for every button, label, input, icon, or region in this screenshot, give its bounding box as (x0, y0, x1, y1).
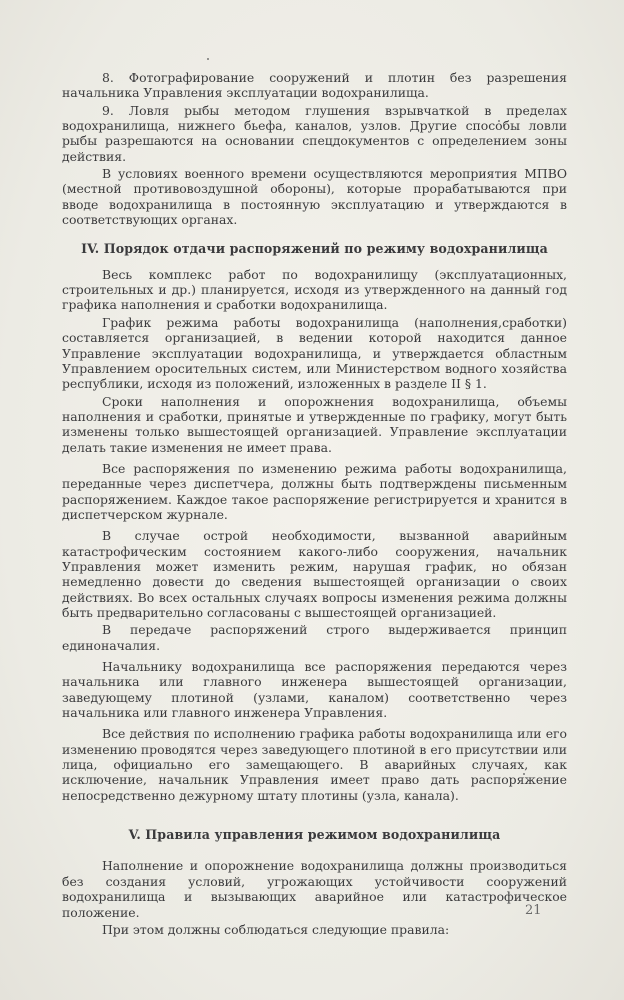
paragraph-wartime: В условиях военного времени осуществляются мероприятия МПВО (местной противовоздушной обороны), которые прорабатываются при вводе водохранилища в постоянную эксплуатацию и утверждаются в соответствующих органах. (62, 166, 567, 228)
section-4-heading: IV. Порядок отдачи распоряжений по режиму водохранилища (81, 241, 548, 257)
body-text (62, 70, 567, 939)
section-4-paragraph: В случае острой необходимости, вызванной аварийным катастрофическим состоянием какого-либо сооружения, начальник Управления может изменить режим, нарушая график, но обязан немедленно довести до сведения вышестоящей организации о своих действиях. Во всех остальных случаях вопросы изменения режима должны быть предварительно согласованы с вышестоящей организацией. (62, 528, 567, 620)
paragraph-item-9: 9. Ловля рыбы методом глушения взрывчаткой в пределах водохранилища, нижнего бьефа, каналов, узлов. Другие способы ловли рыбы разрешаются на основании спецдокументов с определением зоны действия. (62, 102, 567, 164)
paragraph-item-8: 8. Фотографирование сооружений и плотин без разрешения начальника Управления эксплуатации водохранилища. (62, 70, 567, 101)
section-5-heading: V. Правила управления режимом водохранилища (128, 827, 501, 843)
section-4-paragraph: В передаче распоряжений строго выдерживается принцип единоначалия. (62, 622, 567, 653)
page-number: 21 (525, 903, 542, 918)
section-4-paragraph: Сроки наполнения и опорожнения водохранилища, объемы наполнения и сработки, принятые и утвержденные по графику, могут быть изменены только вышестоящей организацией. Управление эксплуатации делать такие изменения не имеет права. (62, 393, 567, 455)
section-4-paragraph: Начальнику водохранилища все распоряжения передаются через начальника или главного инженера вышестоящей организации, заведующему плотиной (узлами, каналом) соответственно через начальника или главного инженера Управления. (62, 659, 567, 721)
section-4-paragraph: График режима работы водохранилища (наполнения,сработки) составляется организацией, в ведении которой находится данное Управление эксплуатации водохранилища, и утверждается областным Управлением оросительных систем, или Министерством водного хозяйства республики, исходя из положений, изложенных в разделе II § 1. (62, 314, 567, 392)
section-5-paragraph: Наполнение и опорожнение водохранилища должны производиться без создания условий, угрожающих устойчивости сооружений водохранилища и вызывающих аварийное или катастрофическое положение. (62, 858, 567, 920)
scan-speck (207, 58, 209, 60)
section-5-paragraph: При этом должны соблюдаться следующие правила: (102, 921, 450, 937)
section-4-paragraph: Все распоряжения по изменению режима работы водохранилища, переданные через диспетчера, должны быть подтверждены письменным распоряжением. Каждое такое распоряжение регистрируется и хранится в диспетчерском журнале. (62, 460, 567, 522)
section-4-paragraph: Весь комплекс работ по водохранилищу (эксплуатационных, строительных и др.) планируется, исходя из утвержденного на данный год графика наполнения и сработки водохранилища. (62, 266, 567, 313)
section-4-paragraph: Все действия по исполнению графика работы водохранилища или его изменению проводятся через заведующего плотиной в его присутствии или лица, официально его замещающего. В аварийных случаях, как исключение, начальник Управления имеет право дать распоряжение непосредственно дежурному штату плотины (узла, канала). (62, 726, 567, 803)
